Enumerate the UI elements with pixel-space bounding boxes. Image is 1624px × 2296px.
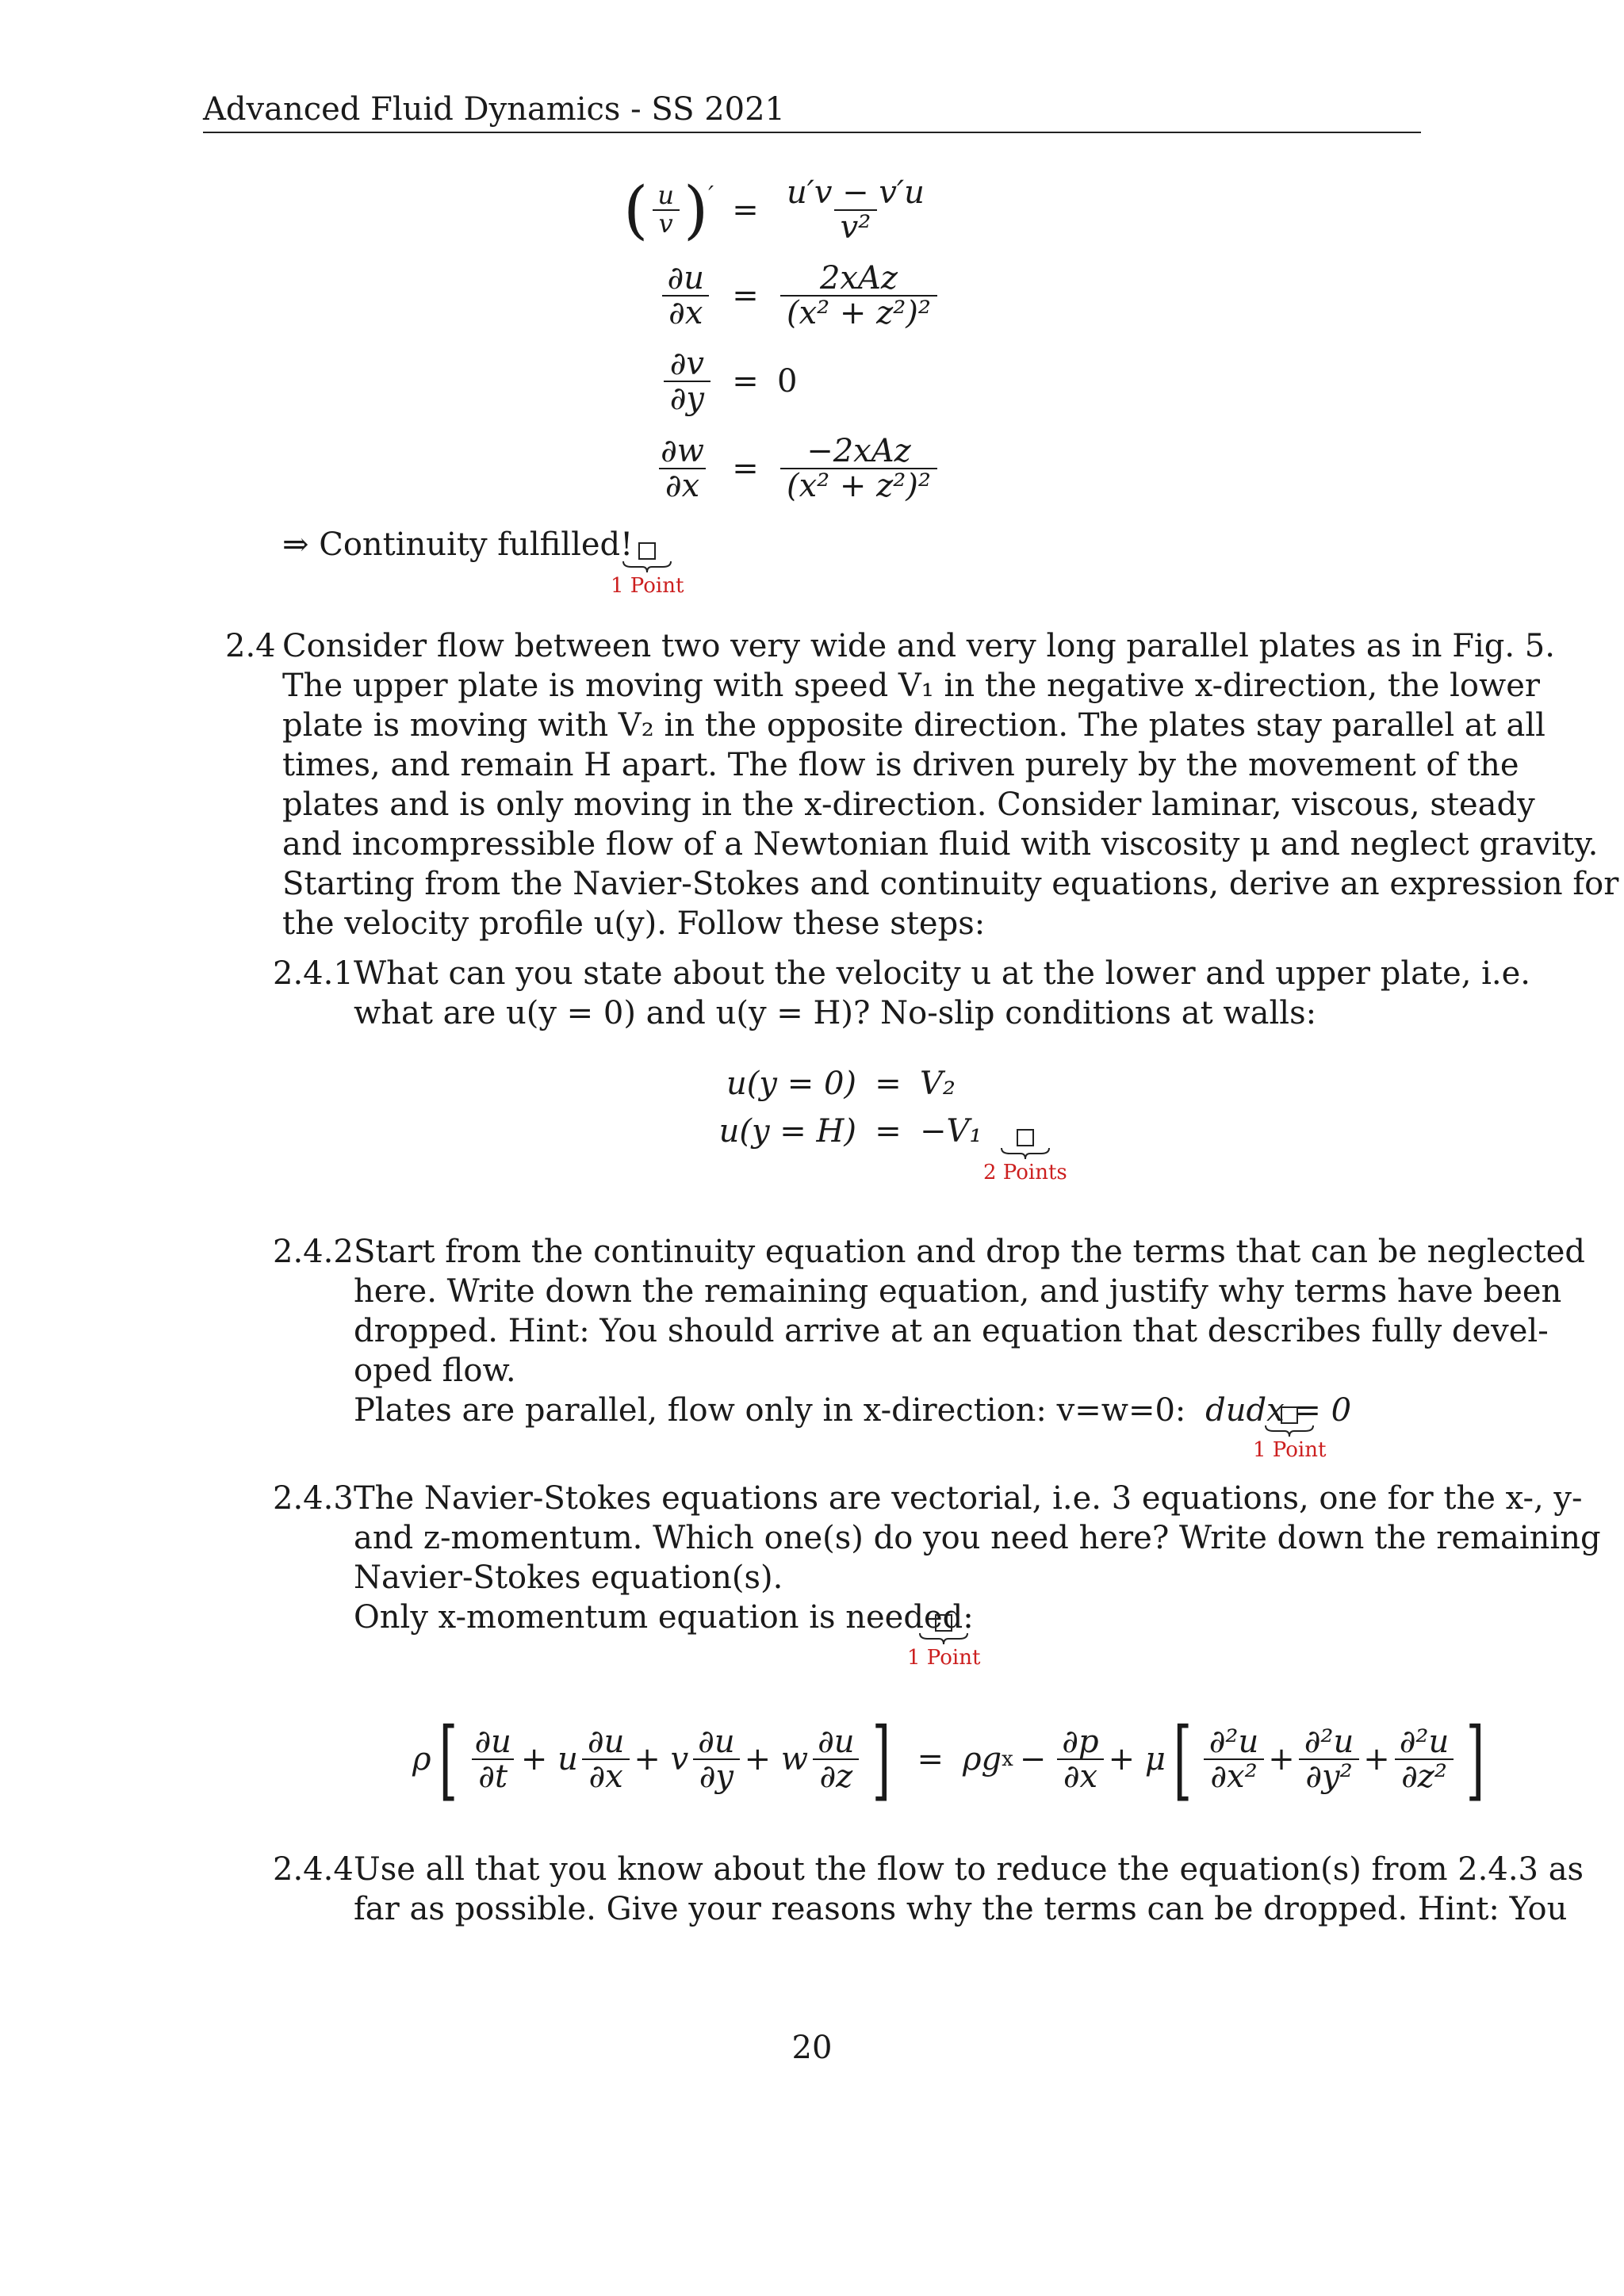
question-number: 2.4.4	[273, 1851, 354, 1888]
ns-gravity: ρg	[962, 1741, 1002, 1777]
underbrace-icon	[622, 560, 672, 574]
points-label: 1 Point	[1253, 1438, 1327, 1462]
ns-t1-den: ∂t	[472, 1758, 514, 1793]
points-label: 1 Point	[907, 1646, 981, 1670]
dudx-num: ∂u	[667, 260, 704, 297]
equals-sign: =	[732, 192, 759, 228]
dwdx-rhs-den: (x² + z²)²	[780, 468, 937, 503]
ns-t4-coef: + w	[744, 1741, 809, 1777]
ns-v2-den: ∂y²	[1299, 1758, 1358, 1793]
dudx-den: ∂x	[662, 295, 709, 330]
paragraph-line: Consider flow between two very wide and very long parallel plates as in Fig. 5.	[282, 628, 1555, 664]
points-annotation	[983, 1129, 1067, 1184]
ns-rho: ρ	[412, 1741, 431, 1777]
checkbox-icon[interactable]	[638, 542, 656, 560]
ns-v1-den: ∂x²	[1204, 1758, 1263, 1793]
paragraph-line: dropped. Hint: You should arrive at an equation that describes fully devel-	[354, 1313, 1549, 1349]
boundary-condition-2	[674, 1113, 982, 1150]
dudx-rhs-den: (x² + z²)²	[780, 295, 937, 330]
ns-v2-num: ∂²u	[1304, 1724, 1354, 1760]
underbrace-icon	[918, 1632, 969, 1646]
paragraph-line: Navier-Stokes equation(s).	[354, 1559, 783, 1596]
equals-sign: =	[875, 1113, 902, 1150]
ns-plus-mu: + μ	[1108, 1741, 1166, 1777]
dvdy-rhs: 0	[777, 363, 798, 400]
points-label: 2 Points	[983, 1161, 1067, 1184]
ns-t2-num: ∂u	[587, 1724, 625, 1760]
paragraph-line: oped flow.	[354, 1353, 516, 1389]
ns-t4-num: ∂u	[818, 1724, 855, 1760]
dvdy-den: ∂y	[664, 381, 710, 415]
paragraph-line: here. Write down the remaining equation, and justify why terms have been	[354, 1273, 1562, 1310]
dudx-equation	[587, 262, 940, 330]
answer-text: Plates are parallel, flow only in x-direction: v=w=0:	[354, 1392, 1186, 1429]
dwdx-den: ∂x	[659, 468, 706, 503]
question-number: 2.4.3	[273, 1480, 354, 1517]
paragraph-line: The Navier-Stokes equations are vectorial, i.e. 3 equations, one for the x-, y-	[354, 1480, 1583, 1517]
ns-equals: =	[917, 1741, 944, 1777]
quotient-lhs-num: u	[657, 180, 674, 211]
quotient-rhs-num: u′v − v′u	[787, 174, 925, 211]
quotient-lhs-den: v	[653, 209, 680, 238]
paragraph-line: Use all that you know about the flow to reduce the equation(s) from 2.4.3 as	[354, 1851, 1584, 1888]
dvdy-equation	[587, 347, 797, 415]
ns-v3-num: ∂²u	[1399, 1724, 1450, 1760]
bc1-lhs: u(y = 0)	[726, 1066, 856, 1102]
ns-t4-den: ∂z	[813, 1758, 859, 1793]
equals-sign: =	[732, 450, 759, 487]
ns-minus: −	[1019, 1741, 1047, 1777]
dudx-rhs-num: 2xAz	[819, 260, 898, 297]
ns-p-den: ∂x	[1057, 1758, 1104, 1793]
navier-stokes-equation: ρ [ $\frac{\partial u}{\partial t}$ + u $\frac{\partial u}{\partial x}$ + v $\frac{\partial u}{\partial y}$ + w $\frac{\partial u}{\partial z}$ ] = ρg x − $\frac{\partial p}{\partial x}$ + μ [ $\frac{\text{∂²u}}{\text{∂x²}}$ + $\frac{\text{∂²u}}{\text{∂y²}}$ + $\frac{\text{∂²u}}{\text{∂z²}}$ ]	[412, 1709, 1485, 1810]
answer-math: dudx = 0	[1205, 1392, 1352, 1429]
continuity-result: ⇒ Continuity fulfilled!	[282, 526, 634, 563]
points-annotation	[611, 542, 684, 598]
ns-v1-num: ∂²u	[1208, 1724, 1259, 1760]
paragraph-line: plates and is only moving in the x-direction. Consider laminar, viscous, steady	[282, 786, 1535, 823]
ns-t1-num: ∂u	[474, 1724, 511, 1760]
ns-t2-den: ∂x	[582, 1758, 629, 1793]
points-annotation	[907, 1614, 980, 1670]
paragraph-line: The upper plate is moving with speed V₁ in the negative x-direction, the lower	[282, 668, 1541, 704]
bc2-lhs: u(y = H)	[718, 1113, 856, 1150]
boundary-condition-1	[674, 1066, 956, 1102]
quotient-rhs-den: v²	[834, 209, 878, 244]
question-number: 2.4.2	[273, 1234, 354, 1270]
ns-t3-num: ∂u	[698, 1724, 735, 1760]
points-label: 1 Point	[611, 574, 684, 598]
answer-2-4-3: Only x-momentum equation is needed:	[354, 1599, 974, 1636]
paragraph-line: What can you state about the velocity u at the lower and upper plate, i.e.	[354, 955, 1531, 992]
ns-plus: +	[1363, 1741, 1390, 1777]
paragraph-line: what are u(y = 0) and u(y = H)? No-slip conditions at walls:	[354, 995, 1317, 1031]
paragraph-line: the velocity profile u(y). Follow these steps:	[282, 905, 986, 942]
bc2-rhs: −V₁	[920, 1113, 982, 1150]
bc1-rhs: V₂	[920, 1066, 956, 1102]
paragraph-line: times, and remain H apart. The flow is driven purely by the movement of the	[282, 747, 1519, 783]
equals-sign: =	[732, 277, 759, 314]
problem-number: 2.4	[225, 628, 276, 664]
underbrace-icon	[1000, 1146, 1051, 1161]
ns-plus: +	[1268, 1741, 1295, 1777]
dwdx-equation	[587, 434, 940, 503]
ns-t3-coef: + v	[634, 1741, 689, 1777]
page-number: 20	[791, 2030, 833, 2066]
question-number: 2.4.1	[273, 955, 354, 992]
equals-sign: =	[875, 1066, 902, 1102]
underbrace-icon	[1264, 1424, 1315, 1438]
dwdx-num: ∂w	[661, 433, 704, 469]
paragraph-line: far as possible. Give your reasons why the terms can be dropped. Hint: You	[354, 1891, 1568, 1927]
paragraph-line: plate is moving with V₂ in the opposite direction. The plates stay parallel at all	[282, 707, 1545, 744]
paragraph-line: and incompressible flow of a Newtonian fluid with viscosity μ and neglect gravity.	[282, 826, 1599, 863]
paragraph-line: Starting from the Navier-Stokes and continuity equations, derive an expression for	[282, 866, 1619, 902]
paragraph-line: and z-momentum. Which one(s) do you need here? Write down the remaining	[354, 1520, 1601, 1556]
quotient-rule-equation: ( $\frac{u}{v}$ ) ′ = $\frac{u'v - v'u}{\text{v²}}$	[587, 176, 934, 244]
quotient-prime: ′	[708, 182, 714, 209]
equals-sign: =	[732, 363, 759, 400]
checkbox-icon[interactable]	[935, 1614, 952, 1632]
ns-t2-coef: + u	[520, 1741, 578, 1777]
header-rule	[203, 132, 1421, 133]
dvdy-num: ∂v	[669, 346, 704, 382]
paragraph-line: Start from the continuity equation and drop the terms that can be neglected	[354, 1234, 1586, 1270]
checkbox-icon[interactable]	[1017, 1129, 1034, 1146]
points-annotation	[1253, 1406, 1326, 1462]
ns-v3-den: ∂z²	[1395, 1758, 1454, 1793]
checkbox-icon[interactable]	[1281, 1406, 1298, 1424]
ns-p-num: ∂p	[1062, 1724, 1099, 1760]
dwdx-rhs-num: −2xAz	[806, 433, 911, 469]
answer-2-4-2	[354, 1391, 1351, 1430]
ns-t3-den: ∂y	[693, 1758, 740, 1793]
running-header: Advanced Fluid Dynamics - SS 2021	[203, 91, 786, 128]
